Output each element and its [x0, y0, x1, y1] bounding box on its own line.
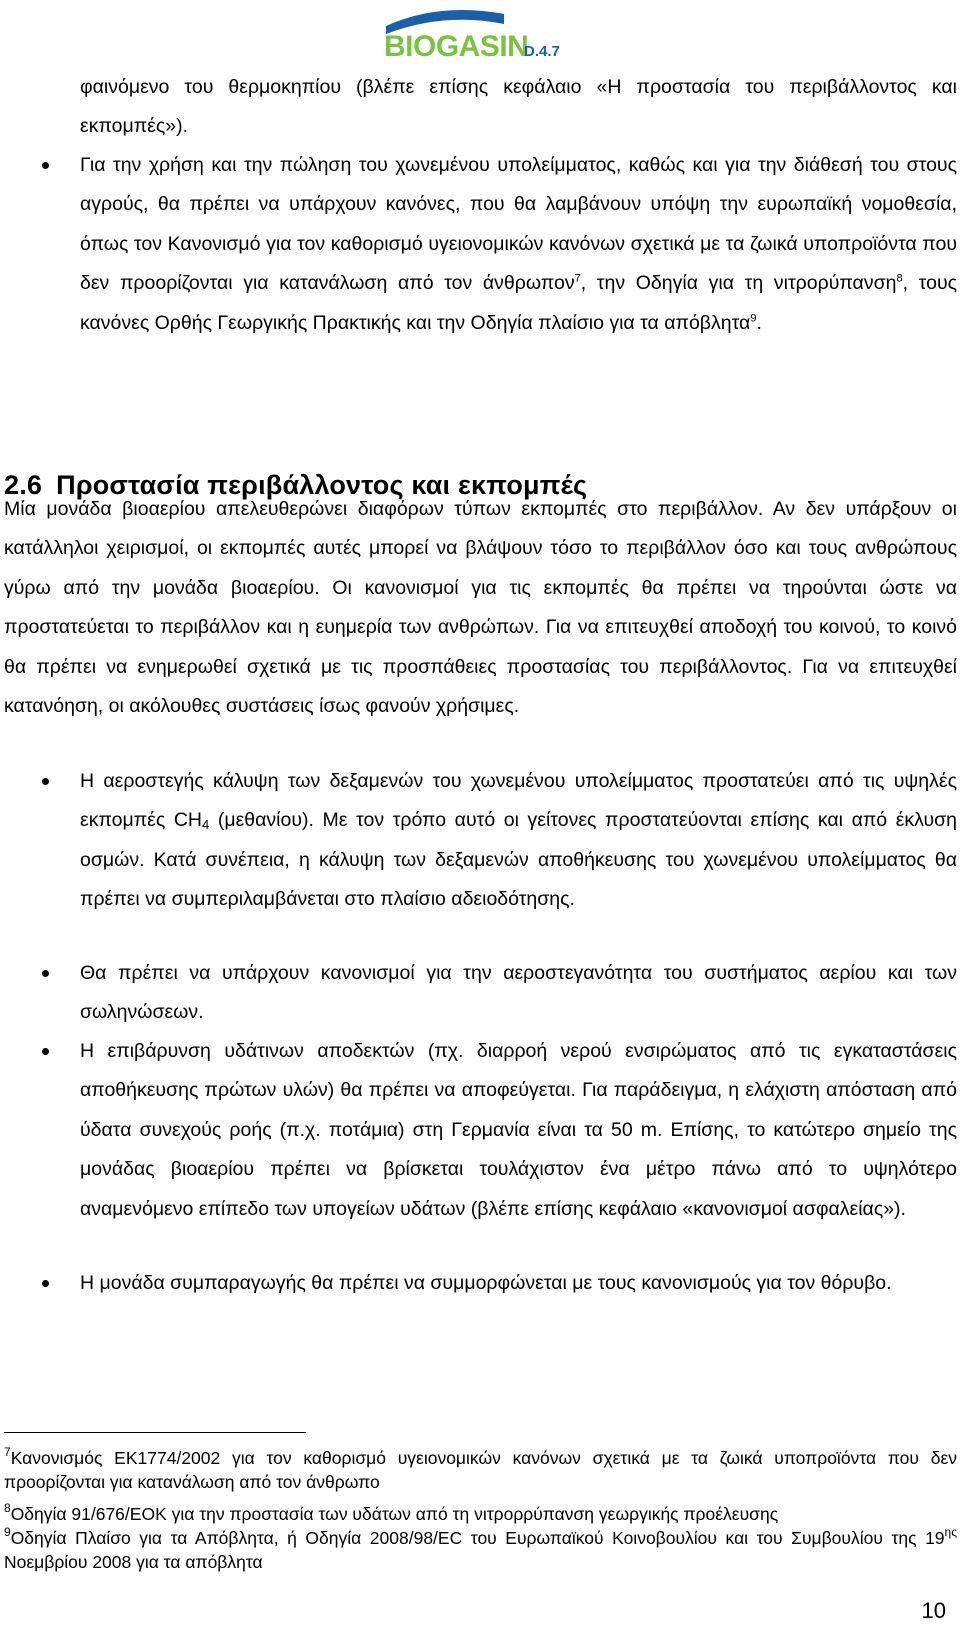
footnote-9-text-post: Νοεμβρίου 2008 για τα απόβλητα [4, 1552, 263, 1572]
footnote-separator [4, 1432, 306, 1433]
top-bullet-text-d: . [756, 311, 762, 334]
bullet-1-sub: 4 [202, 817, 210, 833]
top-bullet-text-c: , τους κανόνες Ορθής Γεωργικής Πρακτικής και την Οδηγία πλαίσιο για τα απόβλητα [80, 272, 958, 334]
bullet-text-2: Θα πρέπει να υπάρχουν κανονισμοί για την αεροστεγανότητα του συστήματος αερίου και των σωληνώσεων. [80, 962, 957, 1024]
logo-text: BIOGASIN [384, 30, 529, 60]
footnote-8-text: Οδηγία 91/676/ΕΟΚ για την προστασία των υδάτων από τη νιτρορρύπανση γεωργικής προέλευσης [10, 1504, 779, 1524]
footnote-7-text: Κανονισμός ΕΚ1774/2002 για τον καθορισμό υγειονομικών κανόνων σχετικά με τα ζωικά υποπροϊόντα που δεν προορίζονται για κατανάλωση από τον άνθρωπο [4, 1448, 957, 1492]
footnote-9 [4, 1526, 957, 1574]
bullet-1-pre: Η αεροστεγής κάλυψη των δεξαμενών του χωνεμένου υπολείμματος προστατεύει από τις υψηλές εκπομπές CH [80, 770, 957, 832]
top-bullet-text [80, 146, 957, 343]
footnote-7-number: 7 [4, 1445, 11, 1459]
bullet-text-4: Η μονάδα συμπαραγωγής θα πρέπει να συμμορφώνεται με τους κανονισμούς για τον θόρυβο. [80, 1272, 892, 1294]
bullet-dot [42, 778, 49, 785]
footnote-8-number: 8 [4, 1501, 11, 1515]
footnote-ref-8[interactable]: 8 [896, 272, 903, 285]
footnote-9-ordinal: ης [944, 1525, 957, 1539]
footnote-8 [4, 1502, 957, 1526]
section-number: 2.6 [4, 470, 43, 500]
footnote-7 [4, 1446, 957, 1494]
footnote-9-text-pre: Οδηγία Πλαίσο για τα Απόβλητα, ή Οδηγία 2008/98/EC του Ευρωπαϊκού Κοινοβουλίου και του Συμβουλίου της 19 [10, 1528, 945, 1548]
footnote-ref-9[interactable]: 9 [750, 312, 757, 325]
bullet-dot [42, 1280, 49, 1287]
bullet-1-post: (μεθανίου). Με τον τρόπο αυτό οι γείτονες προστατεύονται επίσης και από έκλυση οσμών. Κατά συνέπεια, η κάλυψη των δεξαμενών αποθήκευσης του χωνεμένου υπολείμματος θα πρέπει να συμπεριλαμβάνεται στο πλαίσιο αδειοδότησης. [80, 809, 958, 911]
footnote-ref-7[interactable]: 7 [574, 272, 581, 285]
bullet-dot [42, 970, 49, 977]
bullet-dot [42, 1048, 49, 1055]
top-bullet-text-b: , την Οδηγία για τη νιτρορύπανση [580, 272, 897, 295]
top-bullet-text-a: Για την χρήση και την πώληση του χωνεμένου υπολείμματος, καθώς και για την διάθεσή του στους αγρούς, θα πρέπει να υπάρχουν κανόνες, που θα λαμβάνουν υπόψη την ευρωπαϊκή νομοθεσία, όπως τον Κανονισμό για τον καθορισμό υγειονομικών κανόνων σχετικά με τα ζωικά υποπροϊόντα που δεν προορίζονται για κατανάλωση από τον άνθρωπον [80, 154, 957, 295]
logo-code: D.4.7 [524, 43, 560, 60]
section-title: Προστασία περιβάλλοντος και εκπομπές [56, 470, 588, 500]
biogasin-logo [384, 4, 584, 60]
bullet-dot [42, 162, 49, 169]
bullet-text-1 [80, 762, 957, 920]
section-body: Μία μονάδα βιοαερίου απελευθερώνει διαφόρων τύπων εκπομπές στο περιβάλλον. Αν δεν υπάρξουν οι κατάλληλοι χειρισμοί, οι εκπομπές αυτές μπορεί να βλάψουν τόσο το περιβάλλον όσο και τους ανθρώπους γύρω από την μονάδα βιοαερίου. Οι κανονισμοί για τις εκπομπές θα πρέπει να τηρούνται ώστε να προστατεύεται το περιβάλλον και η ευημερία των ανθρώπων. Για να επιτευχθεί αποδοχή του κοινού, το κοινό θα πρέπει να ενημερωθεί σχετικά με τις προσπάθειες προστασίας του περιβάλλοντος. Για να επιτευχθεί κατανόηση, οι ακόλουθες συστάσεις ίσως φανούν χρήσιμες. [4, 498, 957, 718]
page-number: 10 [921, 1598, 946, 1623]
logo-graphic [384, 4, 584, 60]
bullet-text-3: Η επιβάρυνση υδάτινων αποδεκτών (πχ. διαρροή νερού ενσιρώματος από τις εγκαταστάσεις αποθήκευσης πρώτων υλών) θα πρέπει να αποφεύγεται. Για παράδειγμα, η ελάχιστη απόσταση από ύδατα συνεχούς ροής (π.χ. ποτάμια) στη Γερμανία είναι τα 50 m. Επίσης, το κατώτερο σημείο της μονάδας βιοαερίου πρέπει να βρίσκεται τουλάχιστον ένα μέτρο πάνω από το υψηλότερο αναμενόμενο επίπεδο των υπογείων υδάτων (βλέπε επίσης κεφάλαιο «κανονισμοί ασφαλείας»). [80, 1040, 957, 1220]
footnote-9-number: 9 [4, 1525, 11, 1539]
intro-paragraph: φαινόμενο του θερμοκηπίου (βλέπε επίσης κεφάλαιο «Η προστασία του περιβάλλοντος και εκπομπές»). [80, 76, 957, 138]
